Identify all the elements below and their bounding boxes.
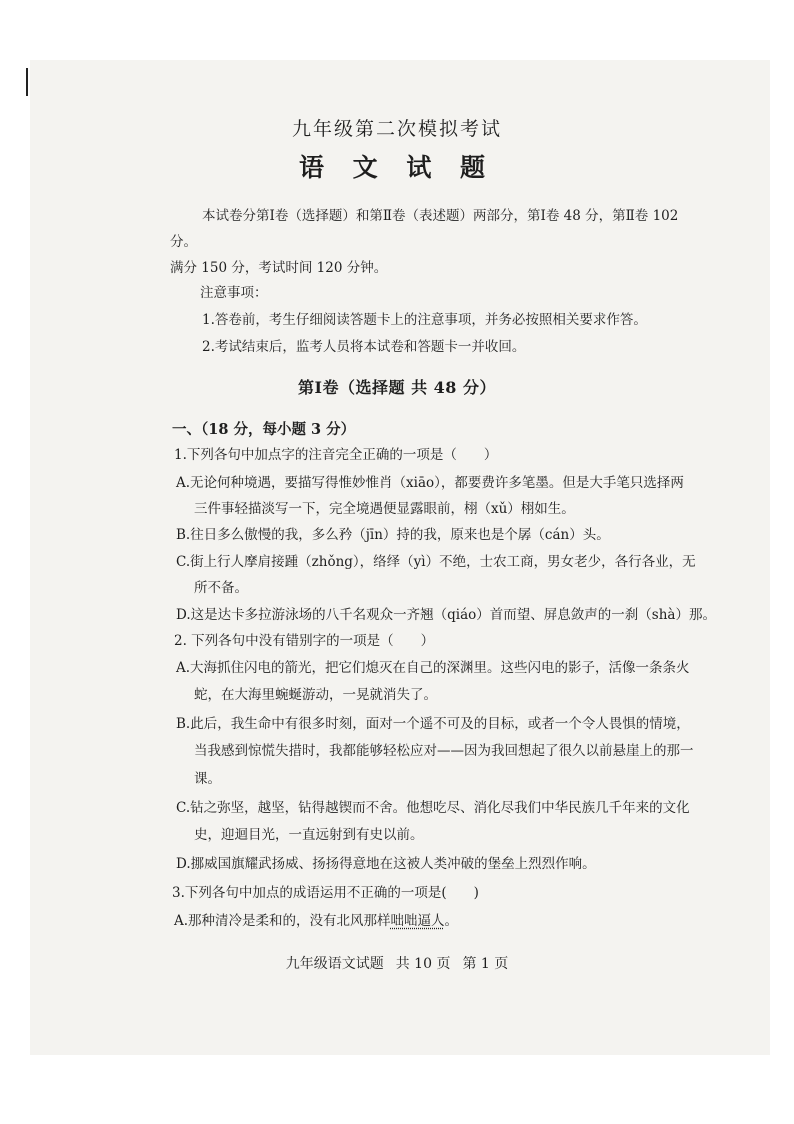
q1-option-d: D.这是达卡多拉游泳场的八千名观众一齐翘（qiáo）首而望、屏息敛声的一刹（shà）那。 bbox=[176, 607, 716, 623]
page-footer bbox=[0, 955, 794, 973]
notice-1: 1.答卷前，考生仔细阅读答题卡上的注意事项，并务必按照相关要求作答。 bbox=[202, 312, 647, 328]
q2-stem: 2. 下列各句中没有错别字的一项是（ ） bbox=[174, 633, 435, 649]
q2-option-b-line3: 课。 bbox=[194, 771, 221, 787]
q1-stem: 1.下列各句中加点字的注音完全正确的一项是（ ） bbox=[174, 447, 498, 463]
q3-dotted-idiom: 咄咄逼人 bbox=[390, 913, 445, 929]
footer-page-number: 第 1 页 bbox=[462, 956, 509, 972]
q1-option-c-line2: 所不备。 bbox=[194, 580, 248, 596]
q2-option-a-line1: A.大海抓住闪电的箭光，把它们熄灭在自己的深渊里。这些闪电的影子，活像一条条火 bbox=[176, 660, 690, 676]
q1-option-a-line1: A.无论何种境遇，要描写得惟妙惟肖（xiāo），都要费许多笔墨。但是大手笔只选择两 bbox=[176, 475, 684, 491]
section-title: 第Ⅰ卷（选择题 共 48 分） bbox=[298, 378, 496, 397]
q3-stem: 3.下列各句中加点的成语运用不正确的一项是( ) bbox=[172, 885, 479, 901]
intro-line-1: 本试卷分第Ⅰ卷（选择题）和第Ⅱ卷（表述题）两部分，第Ⅰ卷 48 分，第Ⅱ卷 102 bbox=[202, 208, 679, 224]
q1-option-b: B.往日多么傲慢的我，多么矜（jīn）持的我，原来也是个孱（cán）头。 bbox=[176, 527, 610, 543]
notice-2: 2.考试结束后，监考人员将本试卷和答题卡一并收回。 bbox=[202, 339, 526, 355]
exam-subtitle: 语 文 试 题 bbox=[298, 153, 496, 182]
q2-option-a-line2: 蛇，在大海里蜿蜒游动，一晃就消失了。 bbox=[194, 687, 437, 703]
q2-option-c-line1: C.钻之弥坚，越坚，钻得越锲而不舍。他想吃尽、消化尽我们中华民族几千年来的文化 bbox=[176, 800, 690, 816]
exam-title: 九年级第二次模拟考试 bbox=[291, 118, 502, 140]
intro-line-1-cont: 分。 bbox=[170, 234, 197, 250]
q3-option-a-end: 。 bbox=[444, 913, 459, 929]
intro-line-2: 满分 150 分，考试时间 120 分钟。 bbox=[170, 260, 388, 276]
q1-option-c-line1: C.街上行人摩肩接踵（zhǒng），络绎（yì）不绝，士农工商，男女老少，各行各业，无 bbox=[176, 554, 696, 570]
footer-subject: 九年级语文试题 bbox=[285, 956, 384, 972]
q1-option-a-line2: 三件事轻描淡写一下，完全境遇便显露眼前，栩（xǔ）栩如生。 bbox=[194, 501, 575, 517]
q2-option-d: D.挪威国旗耀武扬威、扬扬得意地在这被人类冲破的堡垒上烈烈作响。 bbox=[176, 856, 596, 872]
q3-option-a-text: A.那种清冷是柔和的，没有北风那样 bbox=[174, 913, 391, 929]
notice-title: 注意事项： bbox=[200, 285, 268, 301]
q3-option-a bbox=[174, 912, 458, 930]
part-title: 一、（18 分，每小题 3 分） bbox=[172, 421, 356, 438]
q2-option-b-line1: B.此后，我生命中有很多时刻，面对一个遥不可及的目标，或者一个令人畏惧的情境， bbox=[176, 716, 690, 732]
footer-total-pages: 共 10 页 bbox=[395, 956, 451, 972]
q2-option-c-line2: 史，迎迴目光，一直远射到有史以前。 bbox=[194, 827, 424, 843]
q2-option-b-line2: 当我感到惊慌失措时，我都能够轻松应对——因为我回想起了很久以前悬崖上的那一 bbox=[194, 743, 694, 759]
